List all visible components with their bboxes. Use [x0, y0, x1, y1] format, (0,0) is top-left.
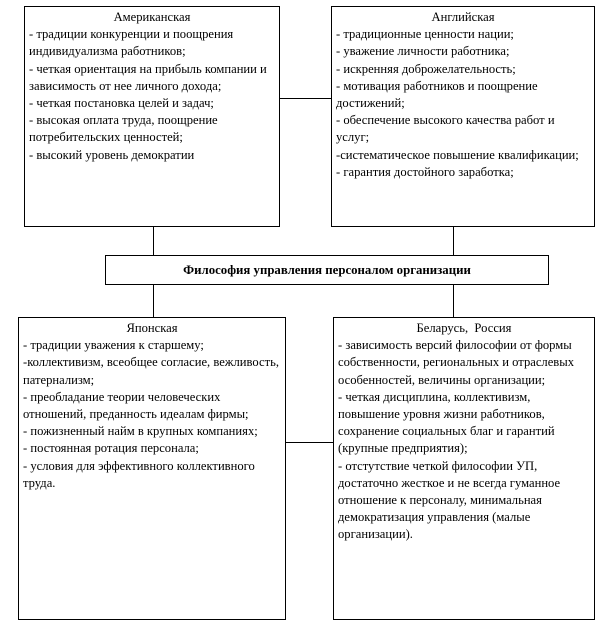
english-title: Английская [431, 10, 495, 24]
english-list [336, 26, 590, 181]
english-item: - гарантия достойного заработка; [336, 164, 514, 179]
american-list [29, 26, 275, 164]
american-philosophy-box [24, 6, 280, 227]
belarus-russia-item: - зависимость версий философии от формы собственности, региональных и отраслевых особенностей, величины организации; [338, 338, 575, 387]
american-item: - четкая ориентация на прибыль компании и зависимость от нее личного дохода; [29, 61, 267, 93]
american-title: Американская [113, 10, 191, 24]
american-item: - традиции конкуренции и поощрения индивидуализма работников; [29, 27, 234, 59]
japanese-philosophy-box [18, 317, 286, 620]
english-item: - искренняя доброжелательность; [336, 61, 516, 76]
english-philosophy-box [331, 6, 595, 227]
japanese-list [23, 337, 281, 492]
japanese-item: - постоянная ротация персонала; [23, 441, 199, 456]
american-item: - высокая оплата труда, поощрение потребительских ценностей; [29, 113, 218, 145]
connector-top-horizontal [280, 98, 331, 99]
belarus-russia-philosophy-box [333, 317, 595, 620]
connector-japanese-up [153, 285, 154, 317]
japanese-item: - преобладание теории человеческих отношений, преданность идеалам фирмы; [23, 389, 249, 422]
connector-belarus-up [453, 285, 454, 317]
connector-english-down [453, 227, 454, 255]
japanese-item: -коллективизм, всеобщее согласие, вежливость, патернализм; [23, 355, 279, 387]
japanese-item: - условия для эффективного коллективного труда. [23, 458, 255, 490]
center-philosophy-box [105, 255, 549, 285]
english-item: -систематическое повышение квалификации; [336, 147, 579, 162]
american-item: - высокий уровень демократии [29, 147, 195, 162]
center-label: Философия управления персоналом организации [183, 262, 471, 277]
english-item: - традиционные ценности нации; [336, 27, 514, 42]
belarus-russia-list [338, 337, 590, 543]
american-item: - четкая постановка целей и задач; [29, 96, 214, 111]
english-item: - уважение личности работника; [336, 44, 510, 59]
japanese-item: - пожизненный найм в крупных компаниях; [23, 424, 258, 439]
belarus-russia-title: Беларусь, Россия [416, 321, 512, 335]
japanese-title: Японская [126, 321, 178, 335]
connector-bottom-horizontal [286, 442, 333, 443]
belarus-russia-item: - отстутствие четкой философии УП, достаточно жесткое и не всегда гуманное отношение к персоналу, минимальная демократизация управления (малые организации). [338, 458, 561, 542]
english-item: - мотивация работников и поощрение достижений; [336, 78, 538, 111]
english-item: - обеспечение высокого качества работ и услуг; [336, 113, 555, 145]
japanese-item: - традиции уважения к старшему; [23, 338, 204, 353]
connector-american-down [153, 227, 154, 255]
belarus-russia-item: - четкая дисциплина, коллективизм, повышение уровня жизни работников, сохранение социальных благ и гарантий (крупные предприятия); [338, 389, 555, 456]
